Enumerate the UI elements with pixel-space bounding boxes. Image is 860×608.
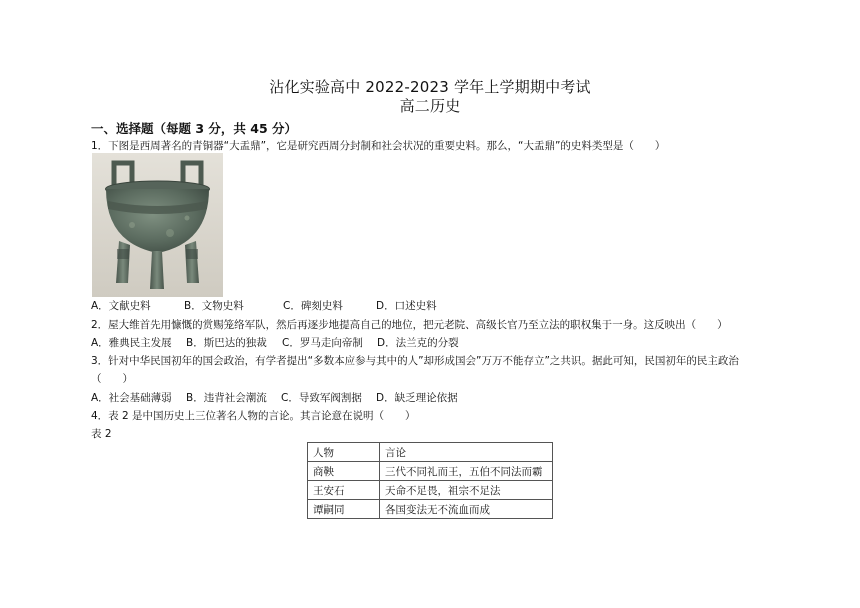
table-caption: 表 2: [91, 428, 112, 440]
question-2-options: [91, 335, 459, 350]
table-cell-person: 王安石: [308, 481, 380, 500]
table-row: [308, 500, 553, 519]
q3-option-b: B．违背社会潮流: [186, 392, 267, 404]
q2-option-a: A．雅典民主发展: [91, 337, 172, 349]
question-4-stem: 4．表 2 是中国历史上三位著名人物的言论。其言论意在说明（ ）: [91, 410, 416, 422]
q1-option-b: B．文物史料: [184, 300, 244, 312]
table-header-row: [308, 443, 553, 462]
table-header-cell: 人物: [308, 443, 380, 462]
q3-option-a: A．社会基础薄弱: [91, 392, 172, 404]
q2-option-b: B．斯巴达的独裁: [186, 337, 267, 349]
q2-option-c: C．罗马走向帝制: [282, 337, 363, 349]
table-header-cell: 言论: [380, 443, 553, 462]
question-1-options: [91, 298, 437, 313]
question-3-stem: 3．针对中华民国初年的国会政治，有学者提出“多数本应参与其中的人”却形成国会”万万不能存立”之共识。据此可知，民国初年的民主政治: [91, 355, 739, 367]
question-3-options: [91, 390, 458, 405]
question-1-stem: 1．下图是西周著名的青铜器“大盂鼎”，它是研究西周分封制和社会状况的重要史料。那么，“大盂鼎”的史料类型是（ ）: [91, 140, 666, 152]
table-cell-person: 商鞅: [308, 462, 380, 481]
q2-option-d: D．法兰克的分裂: [377, 337, 459, 349]
q3-option-c: C．导致军阀割据: [281, 392, 362, 404]
table-cell-quote: 各国变法无不流血而成: [380, 500, 553, 519]
table-cell-quote: 三代不同礼而王，五伯不同法而霸: [380, 462, 553, 481]
quotes-table: [307, 442, 553, 519]
q1-option-c: C．碑刻史料: [283, 300, 343, 312]
table-cell-person: 谭嗣同: [308, 500, 380, 519]
q1-option-d: D．口述史料: [376, 300, 437, 312]
table-row: [308, 481, 553, 500]
table-row: [308, 462, 553, 481]
exam-title: 沾化实验高中 2022-2023 学年上学期期中考试: [269, 78, 591, 96]
q3-option-d: D．缺乏理论依据: [376, 392, 458, 404]
q1-option-a: A．文献史料: [91, 300, 151, 312]
question-3-stem-continued: （ ）: [91, 373, 133, 385]
ding-vessel-illustration: [92, 153, 223, 297]
question-2-stem: 2．屋大维首先用慷慨的赏赐笼络军队，然后再逐步地提高自己的地位，把元老院、高级长官乃至立法的职权集于一身。这反映出（ ）: [91, 319, 728, 331]
bronze-ding-image: [92, 153, 223, 297]
table-cell-quote: 天命不足畏，祖宗不足法: [380, 481, 553, 500]
section-heading: 一、选择题（每题 3 分，共 45 分）: [91, 121, 298, 136]
exam-subject: 高二历史: [399, 97, 461, 115]
